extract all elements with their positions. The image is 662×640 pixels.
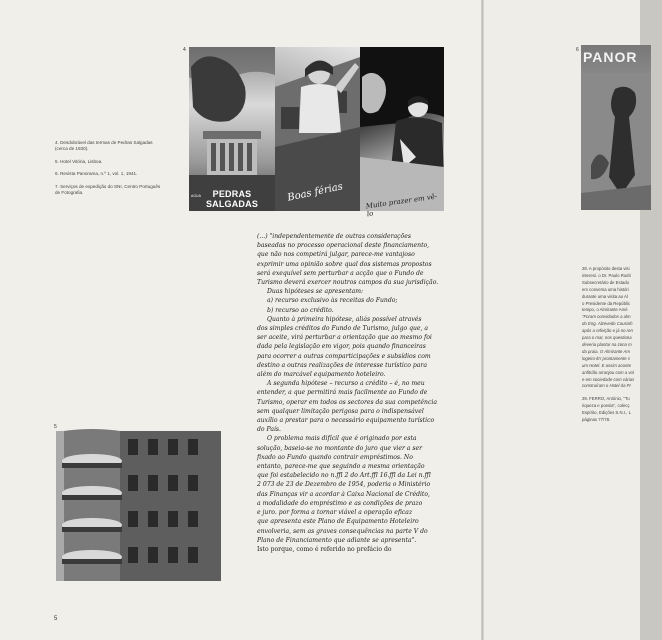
hotel-building-photo (56, 431, 221, 581)
footnote-line: deveria plantar na zona m (582, 341, 632, 347)
footnote-line: "Foram convidados a alm (582, 314, 631, 320)
figure-number-6: 6 (576, 47, 579, 53)
body-line: b) recurso ao crédito. (267, 306, 334, 314)
footnotes (582, 266, 662, 424)
boas-ferias-poster-image (275, 47, 360, 211)
body-line: envolveria, sem as graves consequências na parte V do (257, 527, 428, 535)
magazine-title: PANOR (583, 49, 638, 65)
panorama-magazine-cover (581, 45, 651, 210)
body-line: sem qualquer limitação perigosa para o indispensável (257, 407, 424, 415)
body-line: Quanto à primeira hipótese, aliás possível através (267, 315, 422, 323)
body-line: que não nos competirá julgar, parece-me vantajoso (257, 251, 415, 259)
body-line: a) recurso exclusivo às receitas do Fundo; (267, 297, 398, 305)
body-line: que apresenta este Plano de Equipamento Hoteleiro (257, 518, 419, 526)
figure-captions (55, 140, 165, 202)
footnote-line: Espírito, Edições S.N.I., L (582, 410, 631, 416)
body-line: além do marcável equipamento hoteleiro. (257, 371, 386, 379)
body-line: do País. (257, 426, 281, 434)
footnote-line: 28. A propósito desta visi (582, 266, 630, 271)
poster-photo-row (189, 47, 444, 219)
footnote-line: e em sociedade com várias (582, 376, 635, 382)
body-line: (...) "independentemente de outras considerações (257, 233, 411, 240)
footnote-line: após a refeição e já no ren (582, 328, 633, 334)
body-line: para ocorrer a outras comparticipações e subsídios com (257, 352, 431, 360)
footnote-line: Subsecretário de Estado (582, 279, 630, 285)
footnote-line: 29. FERRO, António, "Tu (582, 396, 630, 402)
poster-sub-label: AGUA (191, 194, 201, 198)
footnote-line: para o mar, nos questiona (582, 335, 632, 341)
body-line: entanto, parece-me que seguindo a mesma orientação (257, 463, 425, 471)
body-line: A segunda hipótese – recurso a crédito – é, no meu (267, 380, 425, 388)
footnote-line: tempo, o Almirante Amé (582, 307, 628, 313)
body-line: e juro. por forma a tornar viável a operação eficaz (257, 509, 413, 517)
body-line: fixado ao Fundo quando contrair empréstimos. No (257, 453, 413, 461)
body-line: auxílio a prestar para o necessário equipamento turístico (257, 417, 435, 425)
footnote-line: do Eng. Alzevedo Cousinh (582, 321, 633, 327)
right-page (484, 0, 640, 640)
body-line: dada pela legislação em vigor, pois quando financeiras (257, 343, 426, 351)
caption-4: 4. Desdobrável das termas de Pedras Salgadas (cerca de 1930). (55, 140, 153, 152)
body-line: ser aceite, virá perturbar a orientação que ao mesmo foi (257, 334, 432, 342)
body-line: Isto porque, como é referido no prefácio do (257, 545, 392, 553)
footnote-line: riqueza e poesia", colecç (582, 403, 630, 409)
footnote-line: anfitrião arranjou com a vol (582, 369, 634, 375)
body-line: será exequível sem perturbar a acção que o Fundo de (257, 269, 424, 277)
footnote-line: durante uma visita ao Al (582, 293, 628, 299)
body-line: entender, a que permitirá mais facilmente ao Fundo de (257, 389, 428, 397)
body-line: que foi estabelecido no n.ﬀl 2 do Art.ﬀl 16.ﬀl da Lei n.ﬀl (257, 472, 431, 480)
figure-number-4: 4 (183, 47, 186, 53)
footnote-line: construíram o Hotel da Pr (582, 383, 631, 389)
footnote-line: logeiro-ltrr prontamente s (582, 355, 631, 361)
footnote-line: em conversa uma históri (582, 286, 629, 292)
body-line: Plano de Financiamento que adiante se apresenta". (257, 536, 417, 544)
footnote-line: da praia. O Almirante Am (582, 348, 630, 354)
body-line: exprimir uma opinião sobre qual dos sistemas propostos (257, 260, 432, 268)
page-number: 5 (54, 616, 58, 622)
footnote-line: páginas 77/78. (582, 417, 611, 423)
body-line: solução, baseia-se no montante do juro que vier a ser (257, 444, 423, 452)
caption-6: 6. Revista Panorama, n.º 1, vol. 1, 1941. (55, 171, 138, 177)
body-line: das Finanças vir a acordar à Caixa Nacional de Crédito, (257, 490, 430, 498)
body-line: Turismo, operar em todos os sectores da sua competência (257, 398, 437, 406)
pedras-salgadas-poster-image (189, 47, 275, 211)
footnote-line: um Hotel. E assim aconte (582, 362, 631, 368)
body-line: 2 073 de 23 de Dezembro de 1954, poderia o Ministério (257, 481, 431, 489)
boas-ferias-text: Boas férias (286, 181, 344, 204)
figure-number-5: 5 (54, 424, 57, 430)
body-line: destino a outras realizações de interesse turístico para (257, 361, 427, 369)
body-line: a modalidade do empréstimo e as condições de prazo (257, 499, 423, 507)
caption-5: 5. Hotel Vitória, Lisboa. (55, 158, 103, 164)
greeting-poster-image (360, 47, 444, 219)
footnote-line: interesi. o Dr. Paulo Rodri (582, 272, 631, 278)
body-text-block (257, 232, 472, 554)
body-line: Duas hipóteses se apresentam: (267, 288, 364, 296)
footnote-line: o Presidente da Repúblic (582, 300, 631, 306)
body-line: dos simples créditos do Fundo de Turismo, julgo que, a (257, 325, 429, 333)
body-line: O problema mais difícil que é originado por esta (267, 435, 417, 443)
poster-title: PEDRAS SALGADAS (205, 189, 259, 209)
caption-7: 7. Serviços de expedição do SNI, Centro Português de Fotografia. (55, 183, 161, 196)
greeting-text: Muito prazer em vê-lo (365, 192, 438, 219)
body-line: baseadas no processo operacional deste financiamento, (257, 242, 430, 250)
body-line: Turismo deverá exercer noutros campos da sua jurisdição. (257, 279, 439, 287)
